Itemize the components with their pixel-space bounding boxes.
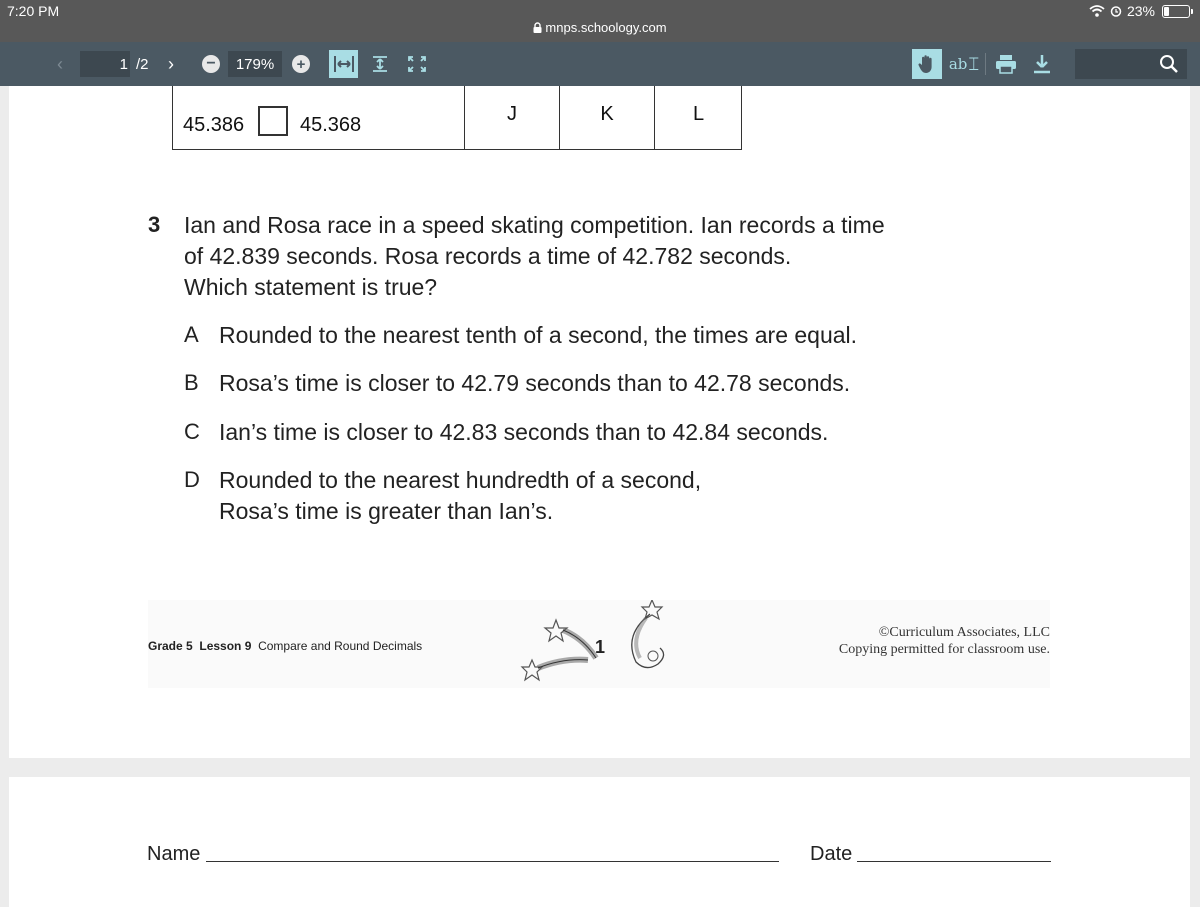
name-label: Name bbox=[147, 843, 201, 865]
lesson-label: Lesson 9 bbox=[199, 639, 252, 653]
table-column-k bbox=[560, 86, 655, 149]
question-text-line: of 42.839 seconds. Rosa records a time of 42.782 seconds. bbox=[184, 243, 792, 269]
hand-tool-icon[interactable] bbox=[912, 49, 942, 79]
answer-table bbox=[172, 86, 742, 150]
option-a-text: Rounded to the nearest tenth of a second, the times are equal. bbox=[219, 322, 858, 348]
permission-text: Copying permitted for classroom use. bbox=[838, 642, 1050, 657]
status-bar bbox=[0, 0, 1200, 42]
print-icon[interactable] bbox=[994, 50, 1018, 78]
text-select-label: ab bbox=[948, 55, 968, 73]
comparison-left-value: 45.386 bbox=[183, 114, 245, 136]
option-d-text-line-1: Rounded to the nearest hundredth of a second, bbox=[219, 467, 702, 493]
option-b-letter: B bbox=[184, 370, 199, 395]
pdf-page-1 bbox=[9, 86, 1190, 758]
zoom-level[interactable]: 179% bbox=[228, 51, 282, 77]
address-bar[interactable] bbox=[0, 20, 1200, 35]
question-number: 3 bbox=[148, 212, 161, 237]
prev-page-button[interactable]: ‹ bbox=[57, 53, 63, 74]
download-icon[interactable] bbox=[1030, 50, 1054, 78]
fit-width-icon[interactable] bbox=[329, 50, 358, 78]
status-time: 7:20 PM bbox=[7, 3, 60, 19]
option-d-text-line-2: Rosa’s time is greater than Ian’s. bbox=[219, 498, 554, 524]
status-indicators bbox=[1089, 3, 1190, 19]
column-label: L bbox=[692, 103, 705, 125]
alarm-icon bbox=[1110, 5, 1122, 17]
option-c-letter: C bbox=[184, 419, 200, 444]
toolbar-divider bbox=[985, 53, 986, 75]
topic-label: Compare and Round Decimals bbox=[258, 639, 423, 653]
column-label: J bbox=[507, 103, 517, 125]
name-line bbox=[206, 861, 779, 862]
comparison-right-value: 45.368 bbox=[300, 114, 362, 136]
grade-label: Grade 5 bbox=[148, 639, 193, 653]
pdf-page-2 bbox=[9, 777, 1190, 907]
battery-percent: 23% bbox=[1126, 3, 1155, 19]
lesson-info bbox=[148, 639, 422, 653]
page-number-input[interactable]: 1 bbox=[80, 51, 130, 77]
battery-icon bbox=[1162, 5, 1190, 18]
option-b-text: Rosa’s time is closer to 42.79 seconds than to 42.78 seconds. bbox=[219, 370, 851, 396]
column-label: K bbox=[600, 103, 614, 125]
fullscreen-icon[interactable] bbox=[404, 50, 430, 78]
option-a-letter: A bbox=[184, 322, 199, 347]
page-total: /2 bbox=[136, 55, 149, 73]
date-line bbox=[857, 861, 1051, 862]
zoom-out-icon[interactable]: − bbox=[202, 55, 220, 73]
page-footer bbox=[148, 600, 1050, 688]
comparison-cell bbox=[173, 86, 465, 149]
next-page-button[interactable]: › bbox=[168, 53, 174, 74]
search-input[interactable] bbox=[1075, 49, 1187, 79]
table-column-l bbox=[655, 86, 742, 149]
option-d-letter: D bbox=[184, 467, 200, 492]
url-text: mnps.schoology.com bbox=[545, 20, 667, 35]
text-select-icon[interactable]: ab ⌶ bbox=[948, 53, 980, 75]
fit-page-icon[interactable] bbox=[368, 50, 392, 78]
page-number: 1 bbox=[595, 637, 606, 657]
date-label: Date bbox=[810, 843, 853, 865]
question-text-line: Which statement is true? bbox=[184, 274, 438, 300]
thumbnails-grid-icon[interactable] bbox=[8, 53, 32, 75]
wifi-icon bbox=[1089, 5, 1105, 17]
copyright-notice bbox=[839, 624, 1050, 658]
table-column-j bbox=[465, 86, 560, 149]
zoom-in-icon[interactable]: + bbox=[292, 55, 310, 73]
lock-icon bbox=[533, 22, 542, 33]
pdf-toolbar bbox=[0, 42, 1200, 86]
question-text-line: Ian and Rosa race in a speed skating competition. Ian records a time bbox=[184, 212, 885, 238]
comparison-answer-box bbox=[258, 106, 288, 136]
search-icon bbox=[1159, 54, 1179, 74]
option-c-text: Ian’s time is closer to 42.83 seconds than to 42.84 seconds. bbox=[219, 419, 829, 445]
copyright-text: ©Curriculum Associates, LLC bbox=[878, 625, 1050, 640]
